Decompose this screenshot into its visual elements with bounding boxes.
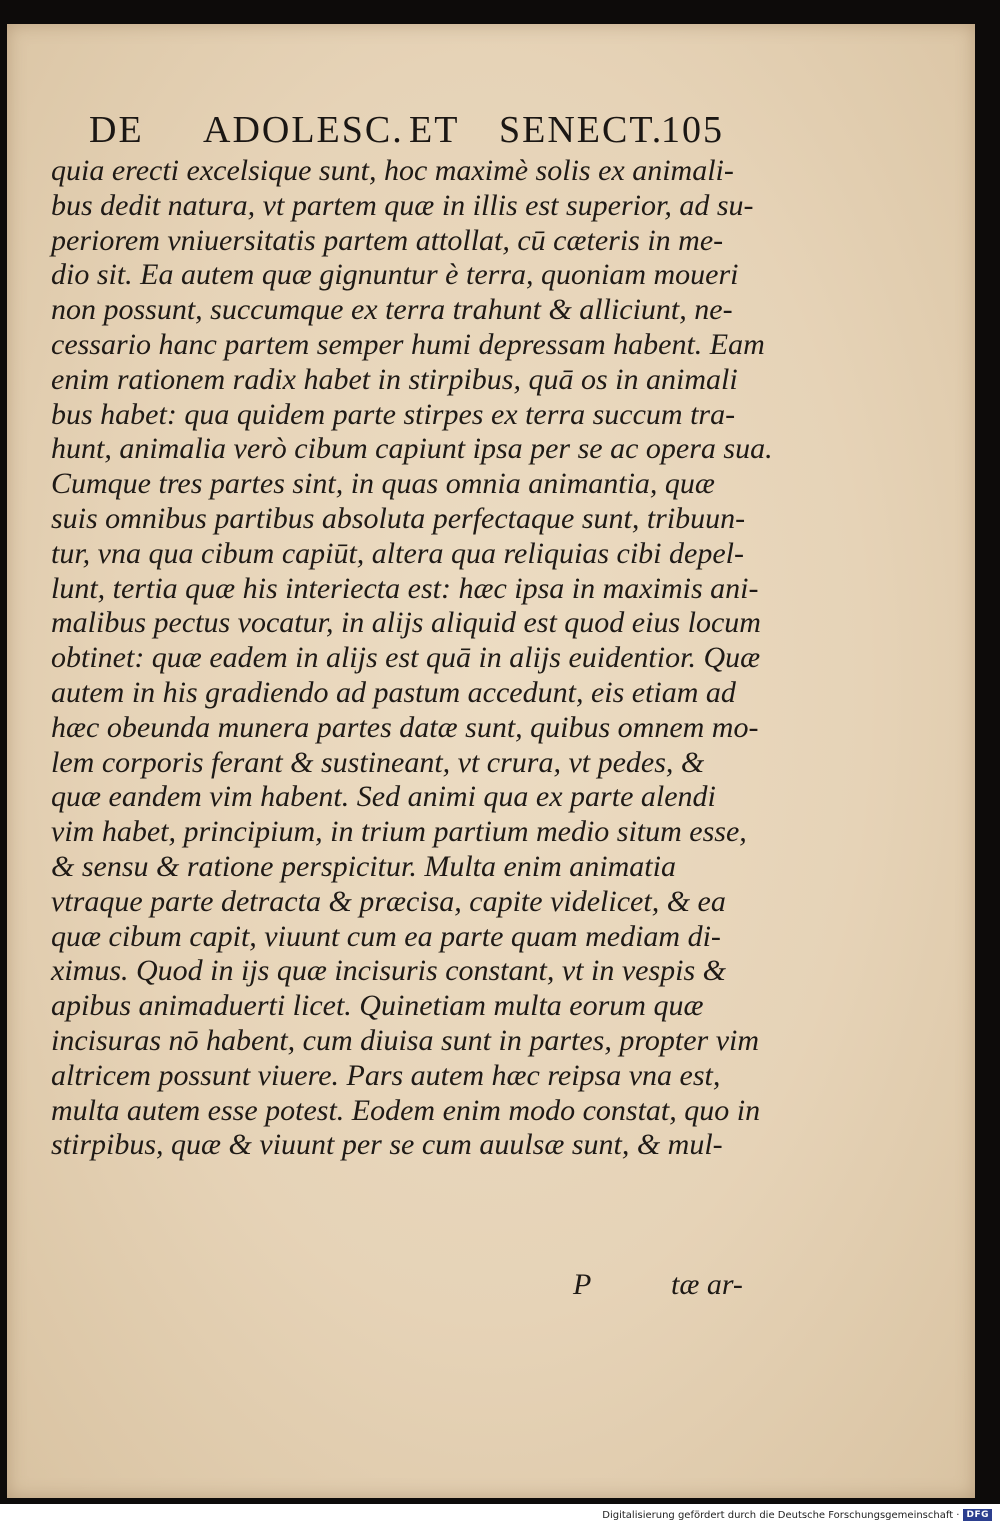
text-line: vtraque parte detracta & præcisa, capite videlicet, & ea [51, 884, 726, 918]
text-line: quæ eandem vim habent. Sed animi qua ex parte alendi [51, 780, 716, 814]
running-head-word: ADOLESC. [203, 109, 404, 151]
text-line: cessario hanc partem semper humi depressam habent. Eam [51, 327, 765, 361]
body-text [51, 154, 773, 1163]
catchword: tæ ar- [671, 1268, 743, 1301]
text-line: obtinet: quæ eadem in alijs est quā in alijs euidentior. Quæ [51, 641, 761, 675]
text-line: altricem possunt viuere. Pars autem hæc reipsa vna est, [51, 1058, 721, 1092]
text-line: malibus pectus vocatur, in alijs aliquid est quod eius locum [51, 606, 761, 640]
text-line: non possunt, succumque ex terra trahunt & alliciunt, ne- [51, 293, 733, 327]
text-line: suis omnibus partibus absoluta perfectaque sunt, tribuun- [51, 501, 746, 535]
text-line: quæ cibum capit, viuunt cum ea parte quam mediam di- [51, 919, 721, 953]
text-line: enim rationem radix habet in stirpibus, quā os in animali [51, 362, 738, 396]
text-line: dio sit. Ea autem quæ gignuntur è terra, quoniam moueri [51, 258, 739, 292]
page-number: 105 [661, 109, 724, 151]
digitization-footer [602, 1509, 992, 1521]
text-line: autem in his gradiendo ad pastum accedunt, eis etiam ad [51, 675, 736, 709]
text-line: vim habet, principium, in trium partium medio situm esse, [51, 815, 747, 849]
text-line: incisuras nō habent, cum diuisa sunt in partes, propter vim [51, 1023, 760, 1057]
text-line: Cumque tres partes sint, in quas omnia animantia, quæ [51, 467, 715, 501]
footer-credit: Digitalisierung gefördert durch die Deutsche Forschungsgemeinschaft · [602, 1509, 960, 1521]
text-line: bus dedit natura, vt partem quæ in illis est superior, ad su- [51, 188, 754, 222]
text-line: hunt, animalia verò cibum capiunt ipsa per se ac opera sua. [51, 432, 773, 466]
running-head-word: SENECT. [499, 109, 664, 151]
text-line: & sensu & ratione perspicitur. Multa enim animatia [51, 849, 676, 883]
running-head-word: ET [409, 109, 460, 151]
dfg-logo-icon: DFG [963, 1509, 992, 1521]
text-line: multa autem esse potest. Eodem enim modo constat, quo in [51, 1093, 761, 1127]
signature-mark: P [573, 1268, 592, 1301]
running-head-word: DE [89, 109, 144, 151]
text-line: tur, vna qua cibum capiūt, altera qua reliquias cibi depel- [51, 536, 744, 570]
text-line: lem corporis ferant & sustineant, vt crura, vt pedes, & [51, 745, 705, 779]
text-line: hæc obeunda munera partes datæ sunt, quibus omnem mo- [51, 710, 759, 744]
text-line: apibus animaduerti licet. Quinetiam multa eorum quæ [51, 989, 704, 1023]
text-line: ximus. Quod in ijs quæ incisuris constant, vt in vespis & [51, 954, 726, 988]
text-line: bus habet: qua quidem parte stirpes ex terra succum tra- [51, 397, 736, 431]
text-line: stirpibus, quæ & viuunt per se cum auulsæ sunt, & mul- [51, 1128, 723, 1162]
text-line: lunt, tertia quæ his interiecta est: hæc ipsa in maximis ani- [51, 571, 759, 605]
running-head [89, 108, 749, 158]
book-page [7, 24, 975, 1498]
text-line: quia erecti excelsique sunt, hoc maximè solis ex animali- [51, 154, 734, 187]
text-line: periorem vniuersitatis partem attollat, cū cæteris in me- [51, 223, 724, 257]
